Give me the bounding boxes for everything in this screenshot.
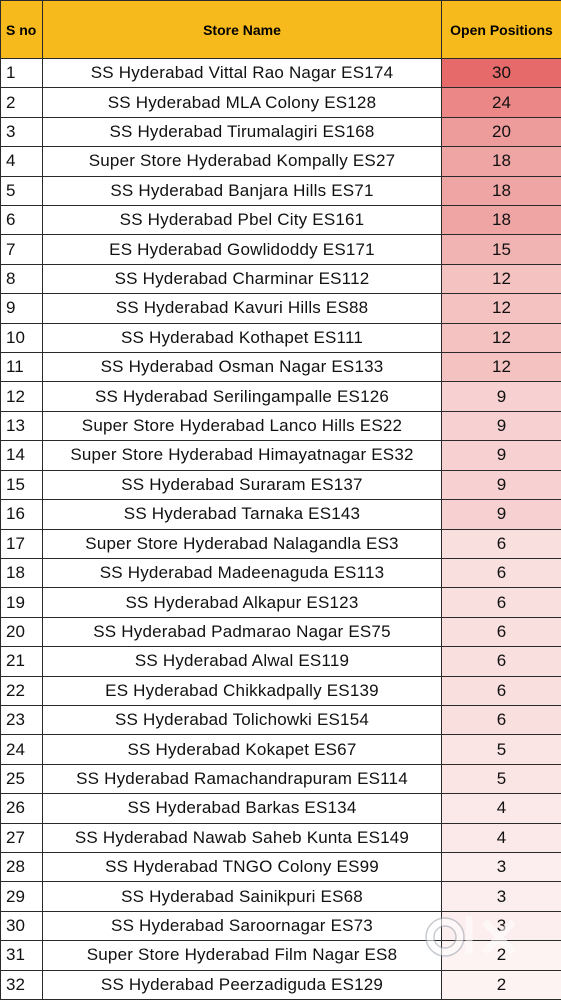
row-open-positions: 6: [442, 647, 561, 676]
row-sno: 4: [1, 147, 43, 176]
table-row: [1, 882, 561, 911]
table-row: [1, 117, 561, 146]
table-row: [1, 176, 561, 205]
row-store-name: SS Hyderabad Nawab Saheb Kunta ES149: [43, 823, 442, 852]
row-open-positions: 12: [442, 323, 561, 352]
row-store-name: Super Store Hyderabad Film Nagar ES8: [43, 941, 442, 970]
table-row: [1, 941, 561, 970]
table-row: [1, 764, 561, 793]
row-sno: 7: [1, 235, 43, 264]
table-row: [1, 676, 561, 705]
row-open-positions: 6: [442, 617, 561, 646]
row-store-name: SS Hyderabad Tirumalagiri ES168: [43, 117, 442, 146]
row-sno: 5: [1, 176, 43, 205]
row-store-name: SS Hyderabad Tolichowki ES154: [43, 705, 442, 734]
row-open-positions: 9: [442, 500, 561, 529]
table-row: [1, 470, 561, 499]
row-store-name: SS Hyderabad Sainikpuri ES68: [43, 882, 442, 911]
row-open-positions: 6: [442, 558, 561, 587]
row-store-name: SS Hyderabad Barkas ES134: [43, 794, 442, 823]
row-store-name: SS Hyderabad Tarnaka ES143: [43, 500, 442, 529]
table-row: [1, 323, 561, 352]
table-row: [1, 852, 561, 881]
table-row: [1, 411, 561, 440]
row-sno: 28: [1, 852, 43, 881]
row-open-positions: 9: [442, 470, 561, 499]
table-row: [1, 382, 561, 411]
table-row: [1, 970, 561, 999]
table-row: [1, 705, 561, 734]
row-store-name: SS Hyderabad Ramachandrapuram ES114: [43, 764, 442, 793]
row-store-name: SS Hyderabad TNGO Colony ES99: [43, 852, 442, 881]
row-sno: 22: [1, 676, 43, 705]
table-row: [1, 647, 561, 676]
table-body: [1, 59, 561, 1000]
table-row: [1, 794, 561, 823]
table-row: [1, 529, 561, 558]
row-store-name: ES Hyderabad Gowlidoddy ES171: [43, 235, 442, 264]
row-sno: 21: [1, 647, 43, 676]
table-row: [1, 500, 561, 529]
row-open-positions: 5: [442, 764, 561, 793]
row-store-name: Super Store Hyderabad Nalagandla ES3: [43, 529, 442, 558]
row-open-positions: 18: [442, 147, 561, 176]
header-row: [1, 1, 561, 59]
table-row: [1, 441, 561, 470]
row-open-positions: 18: [442, 176, 561, 205]
row-sno: 10: [1, 323, 43, 352]
row-open-positions: 4: [442, 794, 561, 823]
table-row: [1, 617, 561, 646]
header-open-positions: Open Positions: [442, 1, 561, 59]
row-open-positions: 9: [442, 441, 561, 470]
row-sno: 16: [1, 500, 43, 529]
table-row: [1, 558, 561, 587]
table-row: [1, 353, 561, 382]
row-open-positions: 30: [442, 59, 561, 88]
row-open-positions: 6: [442, 529, 561, 558]
row-open-positions: 12: [442, 353, 561, 382]
header-store-name: Store Name: [43, 1, 442, 59]
table-row: [1, 88, 561, 117]
row-store-name: SS Hyderabad Peerzadiguda ES129: [43, 970, 442, 999]
row-open-positions: 6: [442, 705, 561, 734]
row-store-name: SS Hyderabad Vittal Rao Nagar ES174: [43, 59, 442, 88]
row-open-positions: 3: [442, 882, 561, 911]
table-row: [1, 911, 561, 940]
row-open-positions: 6: [442, 588, 561, 617]
table-row: [1, 206, 561, 235]
row-sno: 6: [1, 206, 43, 235]
row-sno: 29: [1, 882, 43, 911]
row-sno: 11: [1, 353, 43, 382]
row-store-name: SS Hyderabad Kothapet ES111: [43, 323, 442, 352]
row-sno: 14: [1, 441, 43, 470]
row-store-name: SS Hyderabad Serilingampalle ES126: [43, 382, 442, 411]
row-sno: 9: [1, 294, 43, 323]
row-sno: 24: [1, 735, 43, 764]
row-store-name: Super Store Hyderabad Kompally ES27: [43, 147, 442, 176]
table-row: [1, 294, 561, 323]
row-sno: 30: [1, 911, 43, 940]
table-row: [1, 147, 561, 176]
row-sno: 20: [1, 617, 43, 646]
row-open-positions: 12: [442, 294, 561, 323]
row-store-name: Super Store Hyderabad Lanco Hills ES22: [43, 411, 442, 440]
row-open-positions: 4: [442, 823, 561, 852]
row-sno: 32: [1, 970, 43, 999]
row-store-name: SS Hyderabad Padmarao Nagar ES75: [43, 617, 442, 646]
row-store-name: SS Hyderabad Alkapur ES123: [43, 588, 442, 617]
row-open-positions: 2: [442, 970, 561, 999]
row-open-positions: 12: [442, 264, 561, 293]
row-sno: 31: [1, 941, 43, 970]
row-sno: 2: [1, 88, 43, 117]
row-store-name: SS Hyderabad Kavuri Hills ES88: [43, 294, 442, 323]
row-sno: 1: [1, 59, 43, 88]
row-store-name: SS Hyderabad Saroornagar ES73: [43, 911, 442, 940]
row-sno: 25: [1, 764, 43, 793]
table-row: [1, 59, 561, 88]
row-sno: 8: [1, 264, 43, 293]
row-sno: 12: [1, 382, 43, 411]
table-row: [1, 235, 561, 264]
row-store-name: SS Hyderabad Kokapet ES67: [43, 735, 442, 764]
row-sno: 26: [1, 794, 43, 823]
header-sno: S no: [1, 1, 43, 59]
row-store-name: SS Hyderabad Madeenaguda ES113: [43, 558, 442, 587]
row-sno: 27: [1, 823, 43, 852]
row-sno: 13: [1, 411, 43, 440]
row-open-positions: 24: [442, 88, 561, 117]
row-open-positions: 18: [442, 206, 561, 235]
row-open-positions: 3: [442, 852, 561, 881]
row-store-name: SS Hyderabad Charminar ES112: [43, 264, 442, 293]
table-row: [1, 735, 561, 764]
row-open-positions: 2: [442, 941, 561, 970]
row-store-name: SS Hyderabad Suraram ES137: [43, 470, 442, 499]
row-sno: 18: [1, 558, 43, 587]
row-open-positions: 15: [442, 235, 561, 264]
row-store-name: SS Hyderabad Alwal ES119: [43, 647, 442, 676]
row-sno: 3: [1, 117, 43, 146]
table-row: [1, 588, 561, 617]
row-open-positions: 9: [442, 411, 561, 440]
row-sno: 17: [1, 529, 43, 558]
row-open-positions: 5: [442, 735, 561, 764]
table-header: [1, 1, 561, 59]
row-store-name: SS Hyderabad MLA Colony ES128: [43, 88, 442, 117]
row-store-name: SS Hyderabad Osman Nagar ES133: [43, 353, 442, 382]
table-row: [1, 823, 561, 852]
row-store-name: ES Hyderabad Chikkadpally ES139: [43, 676, 442, 705]
row-store-name: SS Hyderabad Banjara Hills ES71: [43, 176, 442, 205]
row-store-name: SS Hyderabad Pbel City ES161: [43, 206, 442, 235]
row-sno: 23: [1, 705, 43, 734]
row-open-positions: 6: [442, 676, 561, 705]
row-open-positions: 9: [442, 382, 561, 411]
row-sno: 19: [1, 588, 43, 617]
table-row: [1, 264, 561, 293]
row-open-positions: 3: [442, 911, 561, 940]
row-store-name: Super Store Hyderabad Himayatnagar ES32: [43, 441, 442, 470]
row-sno: 15: [1, 470, 43, 499]
row-open-positions: 20: [442, 117, 561, 146]
